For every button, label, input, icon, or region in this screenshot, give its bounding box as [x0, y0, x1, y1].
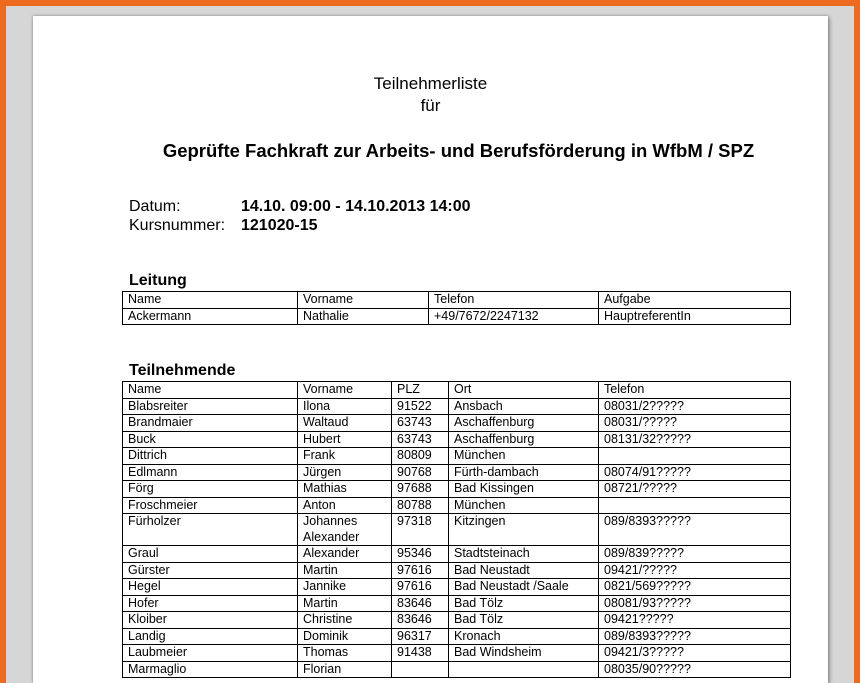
table-cell: 08074/91????? — [599, 464, 791, 481]
table-row — [123, 661, 791, 678]
list-title-for: für — [420, 96, 441, 115]
table-cell: 97616 — [392, 562, 449, 579]
table-cell: 08035/90????? — [599, 661, 791, 678]
table-cell: Bad Tölz — [449, 612, 599, 629]
column-header: Name — [123, 292, 298, 309]
table-cell: 83646 — [392, 595, 449, 612]
table-cell: Bad Tölz — [449, 595, 599, 612]
table-cell — [599, 448, 791, 465]
table-cell: Martin — [298, 595, 392, 612]
table-cell: Jannike — [298, 579, 392, 596]
table-row — [123, 481, 791, 498]
table-cell: 80788 — [392, 497, 449, 514]
table-row — [123, 612, 791, 629]
table-cell: Fürholzer — [123, 514, 298, 546]
table-cell: Nathalie — [298, 308, 429, 325]
table-cell: 95346 — [392, 546, 449, 563]
table-cell: Graul — [123, 546, 298, 563]
table-cell: Waltaud — [298, 415, 392, 432]
table-cell: Aschaffenburg — [449, 431, 599, 448]
table-cell — [392, 661, 449, 678]
table-cell: 90768 — [392, 464, 449, 481]
table-cell: 96317 — [392, 628, 449, 645]
table-cell: Frank — [298, 448, 392, 465]
table-cell: 0821/569????? — [599, 579, 791, 596]
table-cell: 089/8393????? — [599, 514, 791, 546]
table-cell: 09421/????? — [599, 562, 791, 579]
table-cell — [599, 497, 791, 514]
table-cell: Marmaglio — [123, 661, 298, 678]
table-cell: Edlmann — [123, 464, 298, 481]
table-row — [123, 308, 791, 325]
column-header: Vorname — [298, 382, 392, 399]
column-header: Aufgabe — [599, 292, 791, 309]
column-header: Ort — [449, 382, 599, 399]
table-cell: 97616 — [392, 579, 449, 596]
table-cell: Gürster — [123, 562, 298, 579]
table-cell: Förg — [123, 481, 298, 498]
table-cell: Kitzingen — [449, 514, 599, 546]
table-row — [123, 645, 791, 662]
table-cell: 83646 — [392, 612, 449, 629]
table-row — [123, 464, 791, 481]
table-cell: 97318 — [392, 514, 449, 546]
table-row — [123, 448, 791, 465]
course-number-value: 121020-15 — [241, 217, 318, 234]
course-number-label: Kursnummer: — [129, 217, 226, 234]
table-row — [123, 398, 791, 415]
table-cell: Ilona — [298, 398, 392, 415]
table-cell: Florian — [298, 661, 392, 678]
leitung-header-row — [123, 292, 791, 309]
table-cell: 089/8393????? — [599, 628, 791, 645]
table-cell: Christine — [298, 612, 392, 629]
table-cell: 08031/????? — [599, 415, 791, 432]
table-cell: 08081/93????? — [599, 595, 791, 612]
table-row — [123, 628, 791, 645]
table-cell: Blabsreiter — [123, 398, 298, 415]
table-cell: Jürgen — [298, 464, 392, 481]
table-row — [123, 415, 791, 432]
date-label: Datum: — [129, 198, 181, 215]
table-cell: Johannes Alexander — [298, 514, 392, 546]
table-cell: Bad Neustadt — [449, 562, 599, 579]
table-cell: Laubmeier — [123, 645, 298, 662]
table-cell: Anton — [298, 497, 392, 514]
table-cell: Stadtsteinach — [449, 546, 599, 563]
table-cell: Dominik — [298, 628, 392, 645]
table-cell: 089/839????? — [599, 546, 791, 563]
table-cell: München — [449, 448, 599, 465]
table-row — [123, 497, 791, 514]
table-cell: Mathias — [298, 481, 392, 498]
table-cell — [449, 661, 599, 678]
leitung-table — [122, 291, 791, 325]
table-cell: 08131/32????? — [599, 431, 791, 448]
column-header: Telefon — [429, 292, 599, 309]
course-title: Geprüfte Fachkraft zur Arbeits- und Berufsförderung in WfbM / SPZ — [162, 140, 755, 161]
table-cell: Hubert — [298, 431, 392, 448]
table-cell: Hegel — [123, 579, 298, 596]
table-cell: 09421????? — [599, 612, 791, 629]
table-cell: 80809 — [392, 448, 449, 465]
table-cell: 91522 — [392, 398, 449, 415]
table-cell: Froschmeier — [123, 497, 298, 514]
table-cell: 08031/2????? — [599, 398, 791, 415]
table-cell: Martin — [298, 562, 392, 579]
column-header: Name — [123, 382, 298, 399]
table-cell: 09421/3????? — [599, 645, 791, 662]
table-row — [123, 431, 791, 448]
table-cell: Kloiber — [123, 612, 298, 629]
table-cell: Ansbach — [449, 398, 599, 415]
table-cell: Aschaffenburg — [449, 415, 599, 432]
document-page — [33, 16, 828, 683]
leitung-heading: Leitung — [129, 272, 187, 289]
table-cell: +49/7672/2247132 — [429, 308, 599, 325]
teilnehmende-table — [122, 381, 791, 678]
table-cell: Landig — [123, 628, 298, 645]
table-cell: München — [449, 497, 599, 514]
table-cell: Bad Kissingen — [449, 481, 599, 498]
table-cell: Buck — [123, 431, 298, 448]
table-row — [123, 562, 791, 579]
teilnehmende-heading: Teilnehmende — [129, 362, 236, 379]
table-cell: Bad Neustadt /Saale — [449, 579, 599, 596]
table-cell: Ackermann — [123, 308, 298, 325]
table-cell: 97688 — [392, 481, 449, 498]
table-cell: 08721/????? — [599, 481, 791, 498]
table-cell: Alexander — [298, 546, 392, 563]
column-header: Vorname — [298, 292, 429, 309]
table-cell: Fürth-dambach — [449, 464, 599, 481]
table-cell: Hofer — [123, 595, 298, 612]
table-row — [123, 514, 791, 546]
date-value: 14.10. 09:00 - 14.10.2013 14:00 — [241, 198, 471, 215]
table-cell: HauptreferentIn — [599, 308, 791, 325]
table-cell: Kronach — [449, 628, 599, 645]
table-cell: 91438 — [392, 645, 449, 662]
table-row — [123, 595, 791, 612]
teilnehmende-header-row — [123, 382, 791, 399]
table-cell: Bad Windsheim — [449, 645, 599, 662]
table-cell: Brandmaier — [123, 415, 298, 432]
table-cell: 63743 — [392, 431, 449, 448]
column-header: PLZ — [392, 382, 449, 399]
table-cell: Dittrich — [123, 448, 298, 465]
table-cell: Thomas — [298, 645, 392, 662]
table-cell: 63743 — [392, 415, 449, 432]
table-row — [123, 579, 791, 596]
table-row — [123, 546, 791, 563]
column-header: Telefon — [599, 382, 791, 399]
list-title: Teilnehmerliste — [373, 74, 488, 93]
